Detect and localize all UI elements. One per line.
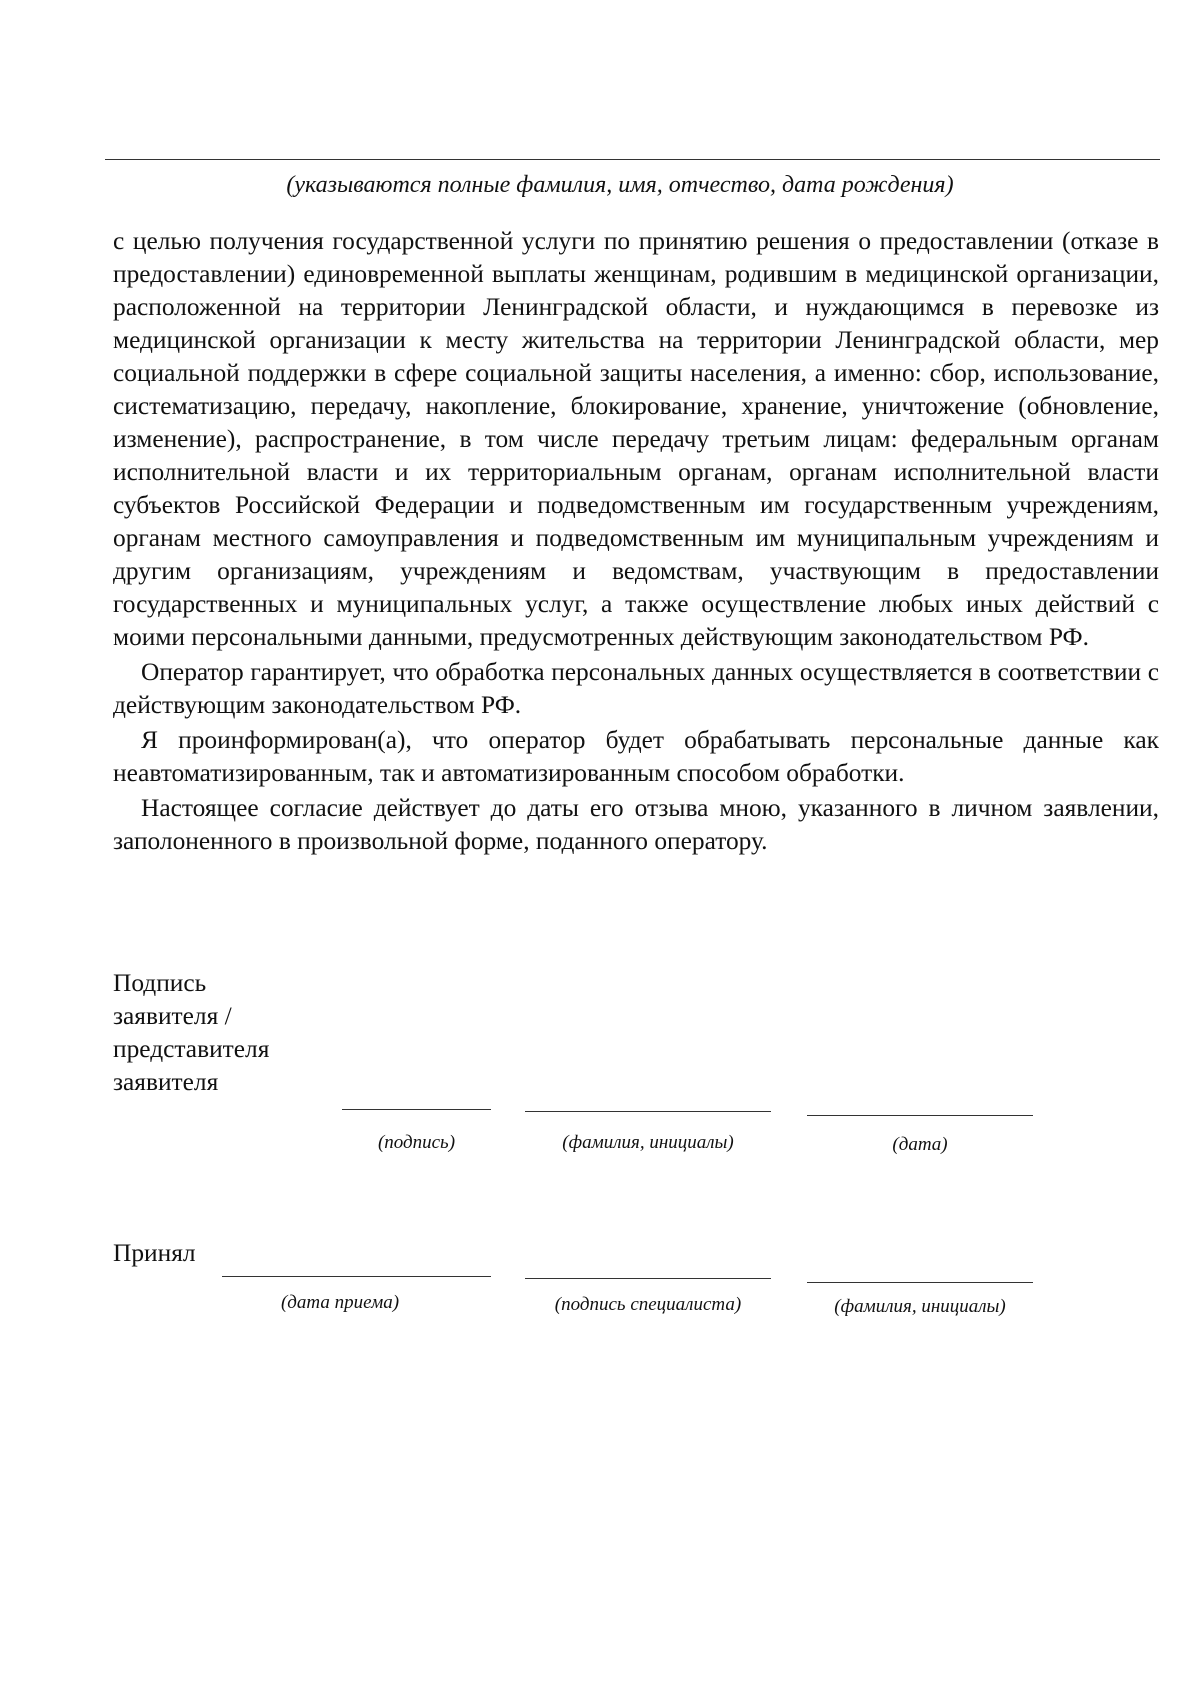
name-field-caption: (указываются полные фамилия, имя, отчество, дата рождения) (286, 172, 954, 198)
applicant-label-line: заявителя (113, 1068, 219, 1096)
operator-guarantee-paragraph: Оператор гарантирует, что обработка персональных данных осуществляется в соответствии с действующим законодательством РФ. (113, 658, 1159, 719)
specialist-signature-caption: (подпись специалиста) (554, 1294, 742, 1315)
applicant-label-line: Подпись (113, 969, 207, 997)
applicant-name-caption: (фамилия, инициалы) (562, 1132, 734, 1153)
applicant-signature-caption: (подпись) (377, 1132, 456, 1153)
processing-method-paragraph: Я проинформирован(а), что оператор будет обрабатывать персональные данные как неавтоматизированным, так и автоматизированным способом обработки. (113, 726, 1159, 787)
applicant-date-caption: (дата) (892, 1134, 948, 1155)
specialist-signature-blank[interactable] (525, 1278, 771, 1279)
specialist-name-blank[interactable] (807, 1282, 1033, 1283)
applicant-signature-blank[interactable] (342, 1109, 491, 1110)
applicant-label-line: представителя (113, 1035, 270, 1063)
applicant-label-line: заявителя / (113, 1002, 232, 1030)
applicant-name-blank[interactable] (525, 1111, 771, 1112)
consent-purpose-paragraph: с целью получения государственной услуги по принятию решения о предоставлении (отказе в предоставлении) единовременной выплаты женщинам, родившим в медицинской организации, расположенной на территории Ленинградской области, и нуждающимся в перевозке из медицинской организации к месту жительства на территории Ленинградской области, мер социальной поддержки в сфере социальной защиты населения, а именно: сбор, использование, систематизацию, передачу, накопление, блокирование, хранение, уничтожение (обновление, изменение), распространение, в том числе передачу третьим лицам: федеральным органам исполнительной власти и их территориальным органам, органам исполнительной власти субъектов Российской Федерации и подведомственным им государственным учреждениям, органам местного самоуправления и подведомственным им муниципальным учреждениям и другим организациям, учреждениям и ведомствам, участвующим в предоставлении государственных и муниципальных услуг, а также осуществление любых иных действий с моими персональными данными, предусмотренных действующим законодательством РФ. (113, 227, 1159, 651)
name-fill-line (105, 159, 1160, 160)
validity-paragraph: Настоящее согласие действует до даты его отзыва мною, указанного в личном заявлении, заполоненного в произвольной форме, поданного оператору. (113, 794, 1159, 855)
accepted-label: Принял (113, 1239, 196, 1267)
applicant-date-blank[interactable] (807, 1115, 1033, 1116)
applicant-signature-label (113, 967, 269, 1099)
consent-body (113, 225, 1159, 858)
specialist-name-caption: (фамилия, инициалы) (834, 1296, 1006, 1317)
accepted-date-caption: (дата приема) (280, 1292, 400, 1313)
accepted-date-blank[interactable] (222, 1276, 491, 1277)
